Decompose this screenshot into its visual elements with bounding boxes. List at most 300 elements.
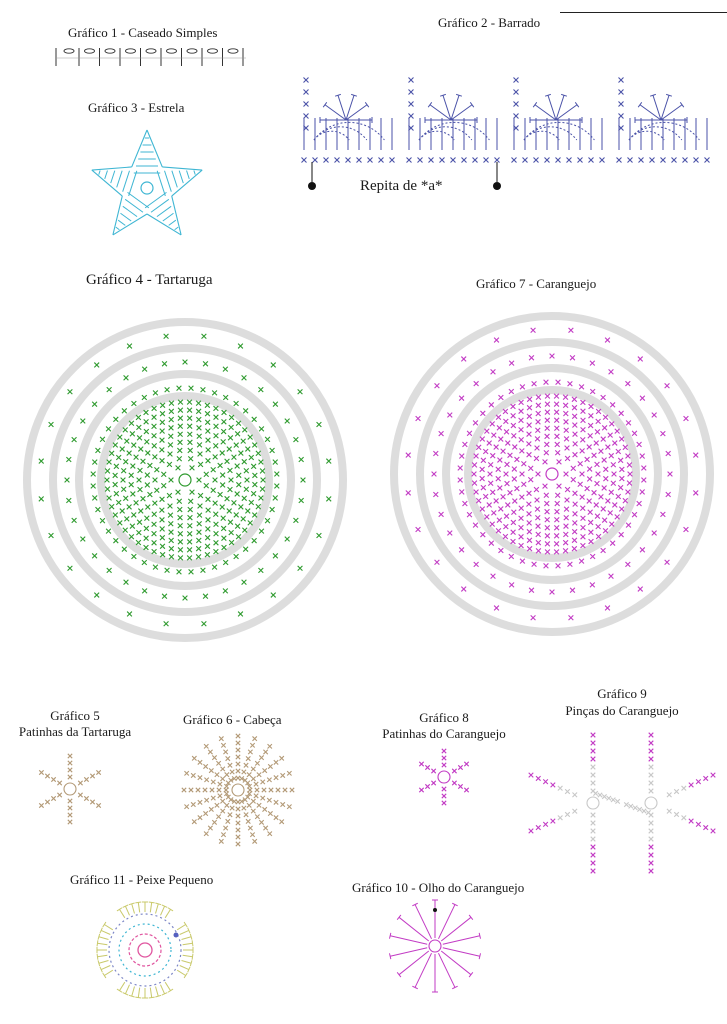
stitch-x xyxy=(545,418,550,423)
chart-2-title: Gráfico 2 - Barrado xyxy=(438,15,541,30)
stitch-x xyxy=(130,492,135,497)
stitch-x xyxy=(588,510,593,515)
stitch-x xyxy=(211,780,215,784)
stitch-x xyxy=(587,477,592,482)
stitch-x xyxy=(555,493,560,498)
stitch-x xyxy=(255,788,259,792)
stitch-x xyxy=(204,744,208,748)
stitch-x xyxy=(218,782,222,786)
stitch-x xyxy=(197,530,202,535)
stitch-x xyxy=(572,809,577,814)
magic-ring xyxy=(546,468,558,480)
stitch-x xyxy=(357,158,362,163)
stitch-bar xyxy=(117,908,122,911)
stitch-x xyxy=(626,420,631,425)
stitch-x xyxy=(256,504,261,509)
chain-arch xyxy=(524,131,559,140)
stitch-x xyxy=(473,523,478,528)
stitch-x xyxy=(545,434,550,439)
stitch-bar xyxy=(323,102,327,107)
star-edge xyxy=(92,167,132,170)
stitch-x xyxy=(168,434,173,439)
stitch-x xyxy=(152,531,157,536)
stitch-x xyxy=(511,510,516,515)
stitch-x xyxy=(591,813,596,818)
round-ring xyxy=(27,322,343,638)
stitch-x xyxy=(122,547,127,552)
stitch-x xyxy=(274,775,278,779)
stitch-x xyxy=(649,869,654,874)
stitch-x xyxy=(474,454,479,459)
chart-5-title-line1: Gráfico 5 xyxy=(50,708,100,723)
stitch-post xyxy=(99,961,109,964)
stitch-x xyxy=(144,429,149,434)
stitch-x xyxy=(178,539,183,544)
stitch-x xyxy=(588,530,593,535)
stitch-x xyxy=(65,478,70,483)
stitch-x xyxy=(567,158,572,163)
stitch-x xyxy=(203,764,207,768)
stitch-x xyxy=(509,582,514,587)
stitch-x xyxy=(169,546,174,551)
stitch-x xyxy=(591,829,596,834)
stitch-x xyxy=(596,409,601,414)
stitch-x xyxy=(152,433,157,438)
stitch-x xyxy=(511,433,516,438)
stitch-x xyxy=(147,492,152,497)
stitch-x xyxy=(205,411,210,416)
stitch-x xyxy=(564,515,569,520)
stitch-x xyxy=(674,789,679,794)
stitch-x xyxy=(236,762,240,766)
stitch-x xyxy=(235,464,240,469)
magic-ring xyxy=(429,940,441,952)
stitch-x xyxy=(640,454,645,459)
stitch-x xyxy=(591,749,596,754)
stitch-x xyxy=(554,426,559,431)
stitch-x xyxy=(178,400,183,405)
stitch-x xyxy=(176,465,181,470)
stitch-x xyxy=(442,763,446,767)
stitch-x xyxy=(260,469,265,474)
stitch-x xyxy=(603,467,608,472)
stitch-x xyxy=(280,773,284,777)
stitch-x xyxy=(169,417,174,422)
stitch-x xyxy=(107,460,112,465)
stitch-x xyxy=(178,531,183,536)
stitch-x xyxy=(649,821,654,826)
stitch-x xyxy=(619,411,624,416)
stitch-x xyxy=(534,158,539,163)
stitch-x xyxy=(236,807,240,811)
stitch-x xyxy=(204,798,208,802)
stitch-x xyxy=(563,403,568,408)
stitch-x xyxy=(169,478,174,483)
stitch-x xyxy=(693,453,698,458)
stitch-x xyxy=(590,361,595,366)
magic-ring xyxy=(645,797,657,809)
stitch-x xyxy=(68,775,72,779)
stitch-x xyxy=(665,383,670,388)
stitch-x xyxy=(536,395,541,400)
stitch-x xyxy=(236,755,240,759)
stitch-x xyxy=(598,793,602,797)
stitch-x xyxy=(580,400,585,405)
stitch-x xyxy=(90,774,94,778)
stitch-x xyxy=(122,408,127,413)
stitch-x xyxy=(100,437,105,442)
stitch-x xyxy=(550,590,555,595)
stitch-x xyxy=(488,462,493,467)
chart-5-graphic xyxy=(39,754,101,824)
round-ring xyxy=(53,348,317,612)
stitch-x xyxy=(488,472,493,477)
stitch-x xyxy=(461,357,466,362)
stitch-x xyxy=(591,773,596,778)
stitch-x xyxy=(123,496,128,501)
stitch-x xyxy=(573,511,578,516)
stitch-x xyxy=(642,809,646,813)
stitch-x xyxy=(218,463,223,468)
stitch-x xyxy=(187,424,192,429)
stitch-x xyxy=(519,495,524,500)
stitch-x xyxy=(623,445,628,450)
stitch-x xyxy=(543,459,548,464)
stitch-x xyxy=(123,459,128,464)
stitch-x xyxy=(152,540,157,545)
stitch-x xyxy=(39,803,43,807)
stitch-x xyxy=(68,566,73,571)
stitch-x xyxy=(160,420,165,425)
stitch-x xyxy=(304,114,309,119)
stitch-x xyxy=(591,837,596,842)
stitch-bar xyxy=(365,102,369,107)
stitch-row xyxy=(128,192,149,208)
stitch-x xyxy=(145,483,150,488)
stitch-x xyxy=(168,521,173,526)
stitch-x xyxy=(536,403,541,408)
stitch-x xyxy=(661,158,666,163)
stitch-x xyxy=(68,813,72,817)
stitch-x xyxy=(508,453,513,458)
stitch-x xyxy=(452,769,456,773)
chain-stitch xyxy=(64,49,74,53)
stitch-x xyxy=(504,429,509,434)
star-edge xyxy=(147,214,181,235)
stitch-x xyxy=(652,413,657,418)
stitch-x xyxy=(563,411,568,416)
stitch-x xyxy=(235,524,240,529)
stitch-x xyxy=(201,387,206,392)
stitch-x xyxy=(248,520,253,525)
stitch-x xyxy=(188,507,193,512)
stitch-post xyxy=(661,95,669,120)
stitch-x xyxy=(610,541,615,546)
stitch-x xyxy=(605,445,610,450)
stitch-x xyxy=(646,810,650,814)
stitch-x xyxy=(160,535,165,540)
stitch-x xyxy=(228,468,233,473)
stitch-x xyxy=(109,504,114,509)
stitch-x xyxy=(571,466,576,471)
stitch-x xyxy=(554,525,559,530)
chart-8-title-line1: Gráfico 8 xyxy=(419,710,469,725)
stitch-x xyxy=(178,515,183,520)
stitch-x xyxy=(197,425,202,430)
stitch-x xyxy=(536,532,541,537)
stitch-x xyxy=(536,776,541,781)
stitch-x xyxy=(236,473,241,478)
stitch-x xyxy=(242,459,247,464)
stitch-x xyxy=(536,540,541,545)
stitch-x xyxy=(514,486,519,491)
stitch-x xyxy=(612,503,617,508)
stitch-x xyxy=(215,773,219,777)
stitch-x xyxy=(617,158,622,163)
stitch-bar xyxy=(680,102,684,107)
stitch-x xyxy=(491,510,496,515)
stitch-x xyxy=(258,460,263,465)
stitch-x xyxy=(682,786,687,791)
stitch-x xyxy=(588,423,593,428)
stitch-post xyxy=(556,95,564,120)
stitch-x xyxy=(136,415,141,420)
stitch-post xyxy=(104,925,112,930)
stitch-x xyxy=(223,395,228,400)
round-ring xyxy=(79,374,291,586)
stitch-x xyxy=(164,334,169,339)
stitch-x xyxy=(491,433,496,438)
stitch-x xyxy=(573,441,578,446)
stitch-post xyxy=(177,970,185,975)
stitch-x xyxy=(299,498,304,503)
stitch-x xyxy=(113,443,118,448)
stitch-x xyxy=(205,544,210,549)
stitch-x xyxy=(565,498,570,503)
stitch-x xyxy=(177,456,182,461)
chart-6-title: Gráfico 6 - Cabeça xyxy=(183,712,282,727)
chain-arch xyxy=(419,131,454,140)
stitch-bar xyxy=(192,940,193,946)
stitch-x xyxy=(519,506,524,511)
stitch-x xyxy=(251,767,255,771)
stitch-x xyxy=(627,481,632,486)
stitch-bar xyxy=(184,973,187,978)
stitch-x xyxy=(142,560,147,565)
stitch-x xyxy=(236,534,241,539)
stitch-x xyxy=(569,615,574,620)
stitch-x xyxy=(159,447,164,452)
stitch-row xyxy=(123,206,137,216)
stitch-x xyxy=(304,102,309,107)
stitch-x xyxy=(409,114,414,119)
stitch-x xyxy=(214,415,219,420)
stitch-x xyxy=(276,788,280,792)
stitch-x xyxy=(572,792,577,797)
stitch-x xyxy=(587,467,592,472)
stitch-x xyxy=(208,750,212,754)
stitch-x xyxy=(611,462,616,467)
stitch-x xyxy=(496,528,501,533)
stitch-x xyxy=(252,513,257,518)
stitch-x xyxy=(514,457,519,462)
stitch-x xyxy=(520,559,525,564)
stitch-x xyxy=(563,395,568,400)
stitch-x xyxy=(221,832,225,836)
stitch-x xyxy=(504,472,509,477)
stitch-x xyxy=(198,815,202,819)
stitch-x xyxy=(145,473,150,478)
stitch-x xyxy=(588,413,593,418)
stitch-x xyxy=(551,783,556,788)
stitch-x xyxy=(230,770,234,774)
stitch-x xyxy=(596,524,601,529)
stitch-x xyxy=(409,90,414,95)
stitch-x xyxy=(45,800,49,804)
stitch-x xyxy=(531,615,536,620)
stitch-x xyxy=(215,803,219,807)
stitch-x xyxy=(221,516,226,521)
chain-stitch xyxy=(105,49,115,53)
stitch-x xyxy=(696,822,701,827)
stitch-x xyxy=(554,533,559,538)
stitch-x xyxy=(545,517,550,522)
stitch-post xyxy=(653,95,661,120)
stitch-x xyxy=(495,158,500,163)
stitch-x xyxy=(203,594,208,599)
stitch-x xyxy=(68,389,73,394)
stitch-x xyxy=(602,486,607,491)
stitch-x xyxy=(619,102,624,107)
stitch-x xyxy=(204,483,209,488)
stitch-x xyxy=(490,522,495,527)
stitch-x xyxy=(113,538,118,543)
stitch-x xyxy=(641,478,646,483)
stitch-x xyxy=(152,512,157,517)
stitch-post xyxy=(640,105,661,120)
stitch-x xyxy=(637,442,642,447)
stitch-x xyxy=(666,451,671,456)
stitch-x xyxy=(247,772,251,776)
stitch-x xyxy=(503,419,508,424)
stitch-x xyxy=(666,492,671,497)
stitch-x xyxy=(459,547,464,552)
stitch-x xyxy=(245,478,250,483)
stitch-x xyxy=(144,419,149,424)
stitch-x xyxy=(534,487,539,492)
stitch-x xyxy=(649,861,654,866)
stitch-x xyxy=(68,768,72,772)
stitch-x xyxy=(442,787,446,791)
stitch-x xyxy=(527,511,532,516)
stitch-x xyxy=(602,518,607,523)
stitch-x xyxy=(498,395,503,400)
chart-8-title-line2: Patinhas do Caranguejo xyxy=(382,726,506,741)
stitch-x xyxy=(580,543,585,548)
stitch-row xyxy=(123,171,130,192)
stitch-x xyxy=(236,741,240,745)
stitch-x xyxy=(601,507,606,512)
stitch-x xyxy=(521,461,526,466)
stitch-x xyxy=(511,539,516,544)
stitch-x xyxy=(581,516,586,521)
stitch-x xyxy=(462,442,467,447)
stitch-x xyxy=(591,861,596,866)
stitch-post xyxy=(101,965,110,969)
stitch-x xyxy=(536,472,541,477)
stitch-x xyxy=(80,537,85,542)
stitch-x xyxy=(527,397,532,402)
stitch-x xyxy=(494,606,499,611)
stitch-x xyxy=(211,796,215,800)
star-edge xyxy=(172,196,181,235)
stitch-x xyxy=(84,777,88,781)
stitch-x xyxy=(206,447,211,452)
stitch-x xyxy=(573,432,578,437)
stitch-x xyxy=(283,788,287,792)
stitch-x xyxy=(487,441,492,446)
stitch-x xyxy=(96,770,100,774)
stitch-x xyxy=(198,493,203,498)
stitch-x xyxy=(188,440,193,445)
stitch-x xyxy=(187,539,192,544)
stitch-x xyxy=(137,520,142,525)
stitch-x xyxy=(72,437,77,442)
stitch-x xyxy=(572,546,577,551)
stitch-x xyxy=(581,427,586,432)
stitch-x xyxy=(160,403,165,408)
stitch-x xyxy=(160,527,165,532)
stitch-row xyxy=(157,206,171,216)
stitch-row xyxy=(175,227,179,230)
stitch-x xyxy=(628,158,633,163)
stitch-post xyxy=(415,953,431,987)
stitch-x xyxy=(262,768,266,772)
stitch-x xyxy=(169,409,174,414)
stitch-x xyxy=(160,552,165,557)
stitch-x xyxy=(94,363,99,368)
stitch-x xyxy=(232,455,237,460)
stitch-x xyxy=(519,427,524,432)
stitch-x xyxy=(221,526,226,531)
stitch-x xyxy=(649,765,654,770)
stitch-x xyxy=(147,463,152,468)
stitch-x xyxy=(519,400,524,405)
stitch-x xyxy=(227,447,232,452)
stitch-x xyxy=(596,534,601,539)
stitch-x xyxy=(189,788,193,792)
stitch-x xyxy=(212,820,216,824)
stitch-x xyxy=(406,453,411,458)
stitch-row xyxy=(179,171,183,184)
stitch-x xyxy=(223,826,227,830)
stitch-x xyxy=(368,158,373,163)
stitch-x xyxy=(649,757,654,762)
stitch-x xyxy=(213,501,218,506)
stitch-x xyxy=(258,568,263,573)
stitch-x xyxy=(225,496,230,501)
stitch-bar xyxy=(97,940,98,946)
stitch-x xyxy=(121,468,126,473)
stitch-x xyxy=(416,527,421,532)
stitch-x xyxy=(603,415,608,420)
repeat-marker xyxy=(308,182,316,190)
stitch-x xyxy=(142,367,147,372)
stitch-x xyxy=(162,361,167,366)
stitch-row xyxy=(165,171,172,192)
stitch-x xyxy=(563,532,568,537)
stitch-x xyxy=(198,760,202,764)
